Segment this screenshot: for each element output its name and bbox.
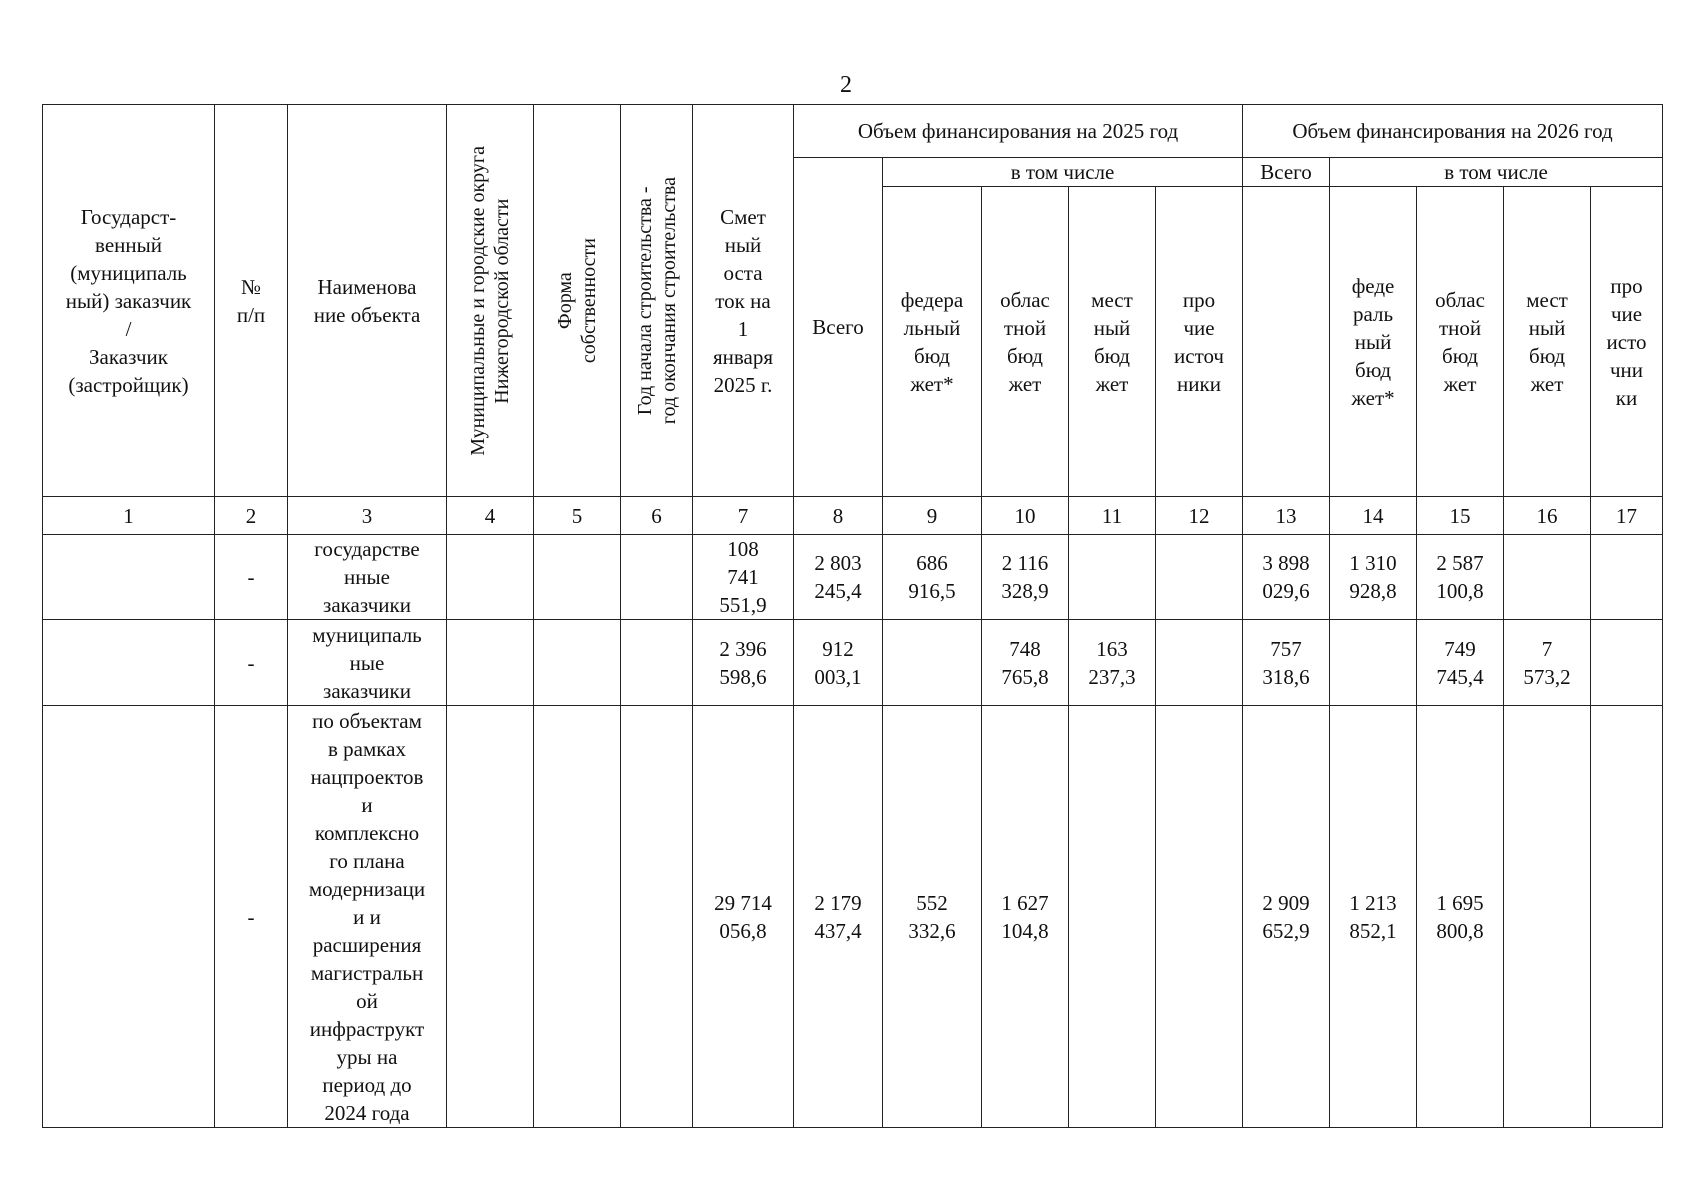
cell-total-2025: 2 179 437,4 <box>794 706 883 1128</box>
cell-fed-2025 <box>883 620 982 706</box>
cell-remainder: 108 741 551,9 <box>693 535 794 620</box>
cell-municipal <box>447 620 534 706</box>
header-proch-2025: про чие источ ники <box>1156 187 1243 497</box>
cell-mest-2026 <box>1504 706 1591 1128</box>
col-number: 1 <box>43 497 215 535</box>
header-row <box>43 105 1663 158</box>
cell-mest-2026: 7 573,2 <box>1504 620 1591 706</box>
col-number: 16 <box>1504 497 1591 535</box>
cell-total-2026: 3 898 029,6 <box>1243 535 1330 620</box>
header-fed-2025: федера льный бюд жет* <box>883 187 982 497</box>
table-row <box>43 620 1663 706</box>
cell-ownership <box>534 706 621 1128</box>
cell-total-2025: 912 003,1 <box>794 620 883 706</box>
cell-num: - <box>215 535 288 620</box>
cell-mest-2026 <box>1504 535 1591 620</box>
cell-years <box>621 706 693 1128</box>
header-in-that-2025: в том числе <box>883 158 1243 187</box>
header-obl-2025: облас тной бюд жет <box>982 187 1069 497</box>
cell-obl-2025: 1 627 104,8 <box>982 706 1069 1128</box>
cell-object-name: муниципаль ные заказчики <box>288 620 447 706</box>
cell-customer <box>43 535 215 620</box>
header-ownership-text: Форма собственности <box>554 237 600 364</box>
col-number: 14 <box>1330 497 1417 535</box>
cell-total-2026: 2 909 652,9 <box>1243 706 1330 1128</box>
page-number: 2 <box>840 72 852 98</box>
col-number: 6 <box>621 497 693 535</box>
cell-obl-2026: 749 745,4 <box>1417 620 1504 706</box>
table-row <box>43 706 1663 1128</box>
cell-proch-2026 <box>1591 706 1663 1128</box>
table-row <box>43 535 1663 620</box>
header-name: Наименова ние объекта <box>288 105 447 497</box>
col-number: 2 <box>215 497 288 535</box>
cell-fed-2026: 1 310 928,8 <box>1330 535 1417 620</box>
cell-ownership <box>534 620 621 706</box>
cell-mest-2025 <box>1069 535 1156 620</box>
cell-fed-2025: 552 332,6 <box>883 706 982 1128</box>
col-number: 10 <box>982 497 1069 535</box>
col-number: 8 <box>794 497 883 535</box>
header-total-2025: Всего <box>794 158 883 497</box>
header-mest-2025: мест ный бюд жет <box>1069 187 1156 497</box>
cell-proch-2025 <box>1156 535 1243 620</box>
header-in-that-2026: в том числе <box>1330 158 1663 187</box>
header-proch-2026: про чие исто чни ки <box>1591 187 1663 497</box>
col-number: 13 <box>1243 497 1330 535</box>
cell-proch-2025 <box>1156 706 1243 1128</box>
cell-fed-2026: 1 213 852,1 <box>1330 706 1417 1128</box>
cell-remainder: 2 396 598,6 <box>693 620 794 706</box>
cell-ownership <box>534 535 621 620</box>
cell-proch-2025 <box>1156 620 1243 706</box>
col-number: 4 <box>447 497 534 535</box>
header-municipal <box>447 105 534 497</box>
header-fin-2026: Объем финансирования на 2026 год <box>1243 105 1663 158</box>
col-number: 9 <box>883 497 982 535</box>
header-num: № п/п <box>215 105 288 497</box>
column-numbers-row <box>43 497 1663 535</box>
cell-fed-2025: 686 916,5 <box>883 535 982 620</box>
header-ownership <box>534 105 621 497</box>
cell-years <box>621 620 693 706</box>
cell-obl-2025: 2 116 328,9 <box>982 535 1069 620</box>
header-fin-2025: Объем финансирования на 2025 год <box>794 105 1243 158</box>
cell-object-name: государстве нные заказчики <box>288 535 447 620</box>
cell-years <box>621 535 693 620</box>
cell-num: - <box>215 706 288 1128</box>
header-obl-2026: облас тной бюд жет <box>1417 187 1504 497</box>
header-years <box>621 105 693 497</box>
cell-obl-2025: 748 765,8 <box>982 620 1069 706</box>
cell-customer <box>43 706 215 1128</box>
cell-customer <box>43 620 215 706</box>
cell-total-2026: 757 318,6 <box>1243 620 1330 706</box>
cell-remainder: 29 714 056,8 <box>693 706 794 1128</box>
cell-fed-2026 <box>1330 620 1417 706</box>
cell-mest-2025: 163 237,3 <box>1069 620 1156 706</box>
cell-municipal <box>447 535 534 620</box>
col-number: 11 <box>1069 497 1156 535</box>
cell-proch-2026 <box>1591 535 1663 620</box>
financing-table <box>42 104 1663 1128</box>
col-number: 15 <box>1417 497 1504 535</box>
cell-object-name: по объектам в рамках нацпроектов и комплексно го плана модернизаци и и расширения магистральн ой инфраструкт уры на период до 2024 года <box>288 706 447 1128</box>
cell-proch-2026 <box>1591 620 1663 706</box>
header-municipal-text: Муниципальные и городские округа Нижегородской области <box>467 145 513 456</box>
col-number: 3 <box>288 497 447 535</box>
cell-mest-2025 <box>1069 706 1156 1128</box>
cell-num: - <box>215 620 288 706</box>
header-total-2026: Всего <box>1243 158 1330 187</box>
col-number: 17 <box>1591 497 1663 535</box>
cell-obl-2026: 2 587 100,8 <box>1417 535 1504 620</box>
header-customer: Государст- венный (муниципаль ный) заказчик / Заказчик (застройщик) <box>43 105 215 497</box>
cell-obl-2026: 1 695 800,8 <box>1417 706 1504 1128</box>
col-number: 7 <box>693 497 794 535</box>
header-empty-2026 <box>1243 187 1330 497</box>
header-fed-2026: феде раль ный бюд жет* <box>1330 187 1417 497</box>
cell-municipal <box>447 706 534 1128</box>
header-years-text: Год начала строительства - год окончания строительства <box>633 176 680 425</box>
col-number: 12 <box>1156 497 1243 535</box>
cell-total-2025: 2 803 245,4 <box>794 535 883 620</box>
col-number: 5 <box>534 497 621 535</box>
header-remainder: Смет ный оста ток на 1 января 2025 г. <box>693 105 794 497</box>
header-mest-2026: мест ный бюд жет <box>1504 187 1591 497</box>
